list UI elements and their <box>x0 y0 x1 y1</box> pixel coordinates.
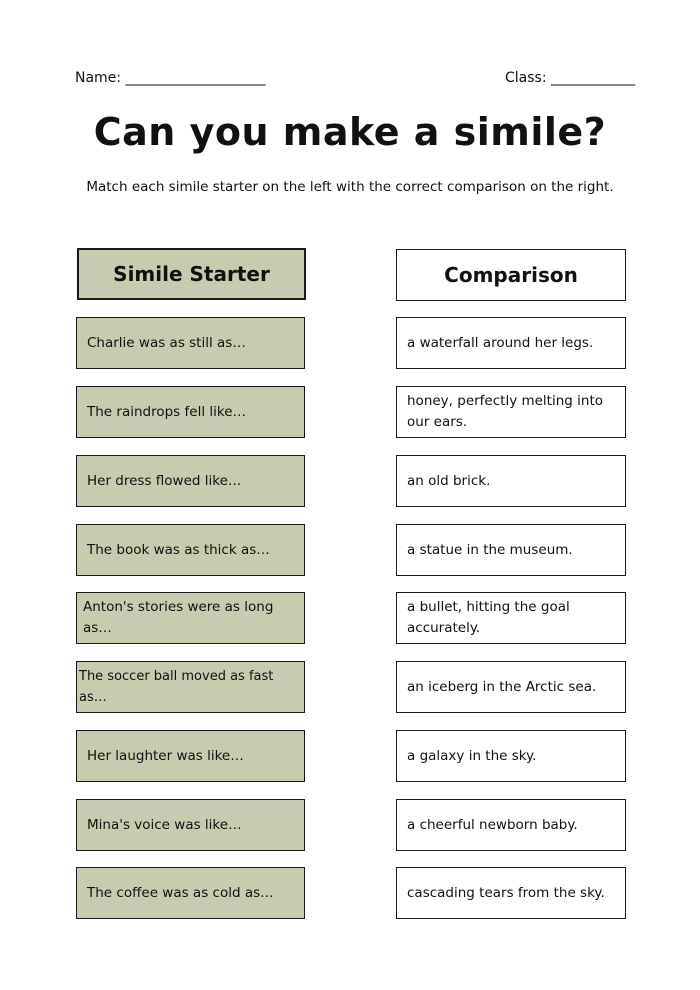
starter-box: The book was as thick as… <box>76 524 305 576</box>
starter-box: Her laughter was like… <box>76 730 305 782</box>
comparison-box: a bullet, hitting the goal accurately. <box>396 592 626 644</box>
starter-box: Anton's stories were as long as… <box>76 592 305 644</box>
comparison-box: cascading tears from the sky. <box>396 867 626 919</box>
starter-box: The raindrops fell like… <box>76 386 305 438</box>
comparison-box: a statue in the museum. <box>396 524 626 576</box>
starter-box: Her dress flowed like… <box>76 455 305 507</box>
worksheet-title: Can you make a simile? <box>93 110 607 154</box>
comparison-box: honey, perfectly melting into our ears. <box>396 386 626 438</box>
comparison-heading: Comparison <box>396 249 626 301</box>
comparison-box: a cheerful newborn baby. <box>396 799 626 851</box>
comparison-box: an old brick. <box>396 455 626 507</box>
starter-box: Mina's voice was like… <box>76 799 305 851</box>
starter-box: The soccer ball moved as fast as… <box>76 661 305 713</box>
comparison-box: a waterfall around her legs. <box>396 317 626 369</box>
instructions: Match each simile starter on the left with the correct comparison on the right. <box>86 179 614 195</box>
starter-box: Charlie was as still as… <box>76 317 305 369</box>
name-field-label: Name: ____________________ <box>75 70 266 86</box>
starter-box: The coffee was as cold as… <box>76 867 305 919</box>
comparison-box: a galaxy in the sky. <box>396 730 626 782</box>
comparison-box: an iceberg in the Arctic sea. <box>396 661 626 713</box>
simile-starter-heading: Simile Starter <box>77 248 306 300</box>
class-field-label: Class: ____________ <box>505 70 635 86</box>
